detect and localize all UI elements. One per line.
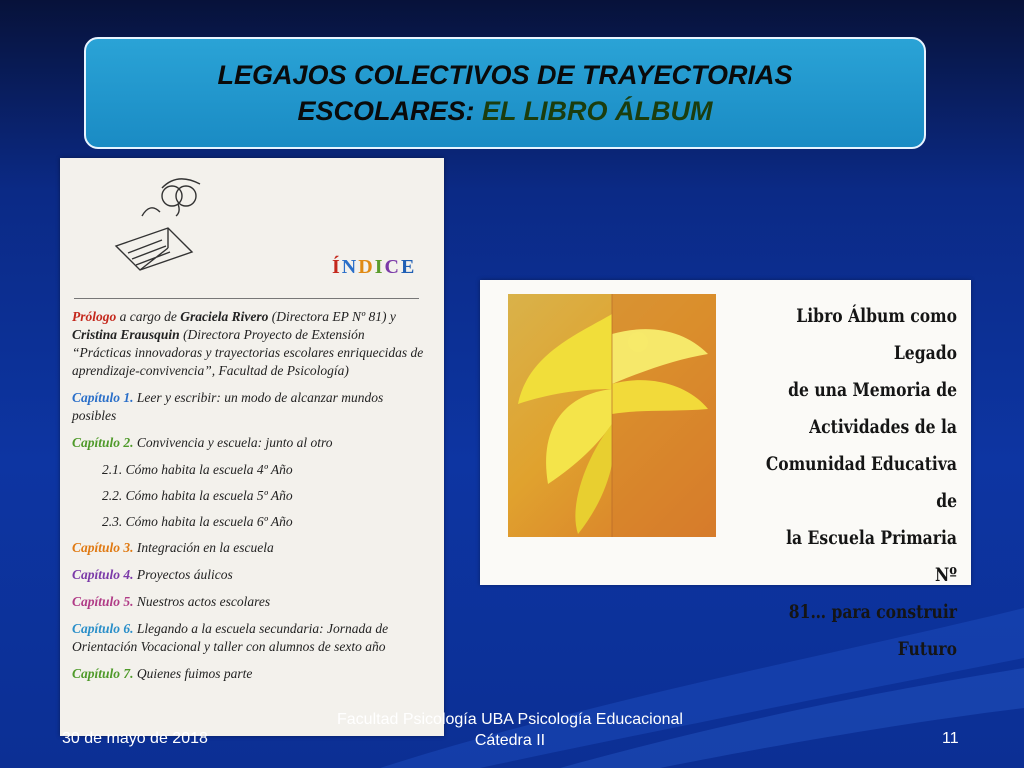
- slide-title-line-1: LEGAJOS COLECTIVOS DE TRAYECTORIAS: [217, 60, 793, 90]
- toc-chapter-3-label: Capítulo 3.: [72, 540, 134, 555]
- toc-prologo-text-1: a cargo de: [116, 309, 181, 324]
- toc-chapter-5-label: Capítulo 5.: [72, 594, 134, 609]
- slide-title-prefix: ESCOLARES:: [297, 96, 483, 126]
- index-heading-letter: D: [358, 256, 375, 278]
- toc-chapter-7-label: Capítulo 7.: [72, 666, 134, 681]
- toc-chapter-4-text: Proyectos áulicos: [133, 567, 233, 582]
- toc-subsection-2-3: 2.3. Cómo habita la escuela 6º Año: [102, 514, 293, 529]
- slide-title-accent: EL LIBRO ÁLBUM: [482, 96, 713, 126]
- table-of-contents: [72, 308, 424, 692]
- toc-subsection-2-2: 2.2. Cómo habita la escuela 5º Año: [102, 488, 293, 503]
- index-heading-letter: I: [374, 256, 385, 278]
- footer-institution: [300, 709, 720, 751]
- index-heading-letter: N: [341, 256, 359, 278]
- toc-prologo-text-3: (Directora Proyecto de Extensión “Prácticas innovadoras y trayectorias escolares enriquecidas de aprendizaje-convivencia”, Facultad de Psicología): [72, 327, 424, 378]
- toc-chapter-6: [72, 620, 424, 656]
- toc-prologo-name-2: Cristina Erausquin: [72, 327, 180, 342]
- album-caption-line-4: Comunidad Educativa de: [765, 453, 957, 512]
- album-caption-line-2: de una Memoria de: [788, 379, 957, 401]
- toc-prologo-name-1: Graciela Rivero: [180, 309, 269, 324]
- album-caption-line-1: Libro Álbum como Legado: [796, 305, 957, 364]
- book-index-page: [60, 158, 444, 736]
- toc-prologo-text-2: (Directora EP Nº 81) y: [268, 309, 396, 324]
- footer-institution-line-2: Cátedra II: [474, 732, 546, 749]
- album-caption: [760, 298, 957, 668]
- index-heading: [332, 256, 416, 279]
- toc-chapter-1: [72, 389, 424, 425]
- yellow-bird-icon: [508, 294, 716, 537]
- slide-number: 11: [942, 730, 959, 747]
- toc-chapter-2-label: Capítulo 2.: [72, 435, 134, 450]
- album-caption-line-6: 81… para construir: [788, 601, 957, 623]
- slide-title-line-2: [86, 93, 924, 129]
- index-rule: [74, 298, 419, 299]
- toc-chapter-3-text: Integración en la escuela: [133, 540, 274, 555]
- album-caption-line-7: Futuro: [897, 638, 957, 660]
- toc-chapter-4-label: Capítulo 4.: [72, 567, 134, 582]
- toc-prologo-label: Prólogo: [72, 309, 117, 324]
- toc-chapter-6-text: Llegando a la escuela secundaria: Jornada de Orientación Vocacional y taller con alumnos de sexto año: [72, 621, 389, 654]
- bird-image: [508, 294, 716, 537]
- album-caption-line-3: Actividades de la: [809, 416, 957, 438]
- slide-title-box: [84, 37, 926, 149]
- toc-chapter-3: [72, 539, 424, 557]
- toc-chapter-2-text: Convivencia y escuela: junto al otro: [133, 435, 333, 450]
- toc-chapter-2: [72, 434, 424, 452]
- toc-subsection-2-1: 2.1. Cómo habita la escuela 4º Año: [102, 462, 293, 477]
- footer-institution-line-1: Facultad Psicología UBA Psicología Educacional: [337, 711, 683, 728]
- toc-chapter-1-text: Leer y escribir: un modo de alcanzar mundos posibles: [72, 390, 384, 423]
- toc-chapter-5: [72, 593, 424, 611]
- toc-prologo: [72, 308, 424, 380]
- reader-cartoon-icon: [82, 166, 242, 286]
- index-heading-letter: Í: [332, 256, 342, 278]
- album-cover-card: [480, 280, 971, 660]
- footer-date: 30 de mayo de 2018: [62, 730, 208, 747]
- toc-chapter-7-text: Quienes fuimos parte: [133, 666, 253, 681]
- index-heading-letter: C: [384, 256, 401, 278]
- toc-chapter-4: [72, 566, 424, 584]
- toc-chapter-6-label: Capítulo 6.: [72, 621, 134, 636]
- toc-chapter-1-label: Capítulo 1.: [72, 390, 134, 405]
- toc-chapter-7: [72, 665, 424, 683]
- album-caption-line-5: la Escuela Primaria Nº: [786, 527, 957, 586]
- index-heading-letter: E: [400, 256, 417, 278]
- toc-chapter-5-text: Nuestros actos escolares: [133, 594, 271, 609]
